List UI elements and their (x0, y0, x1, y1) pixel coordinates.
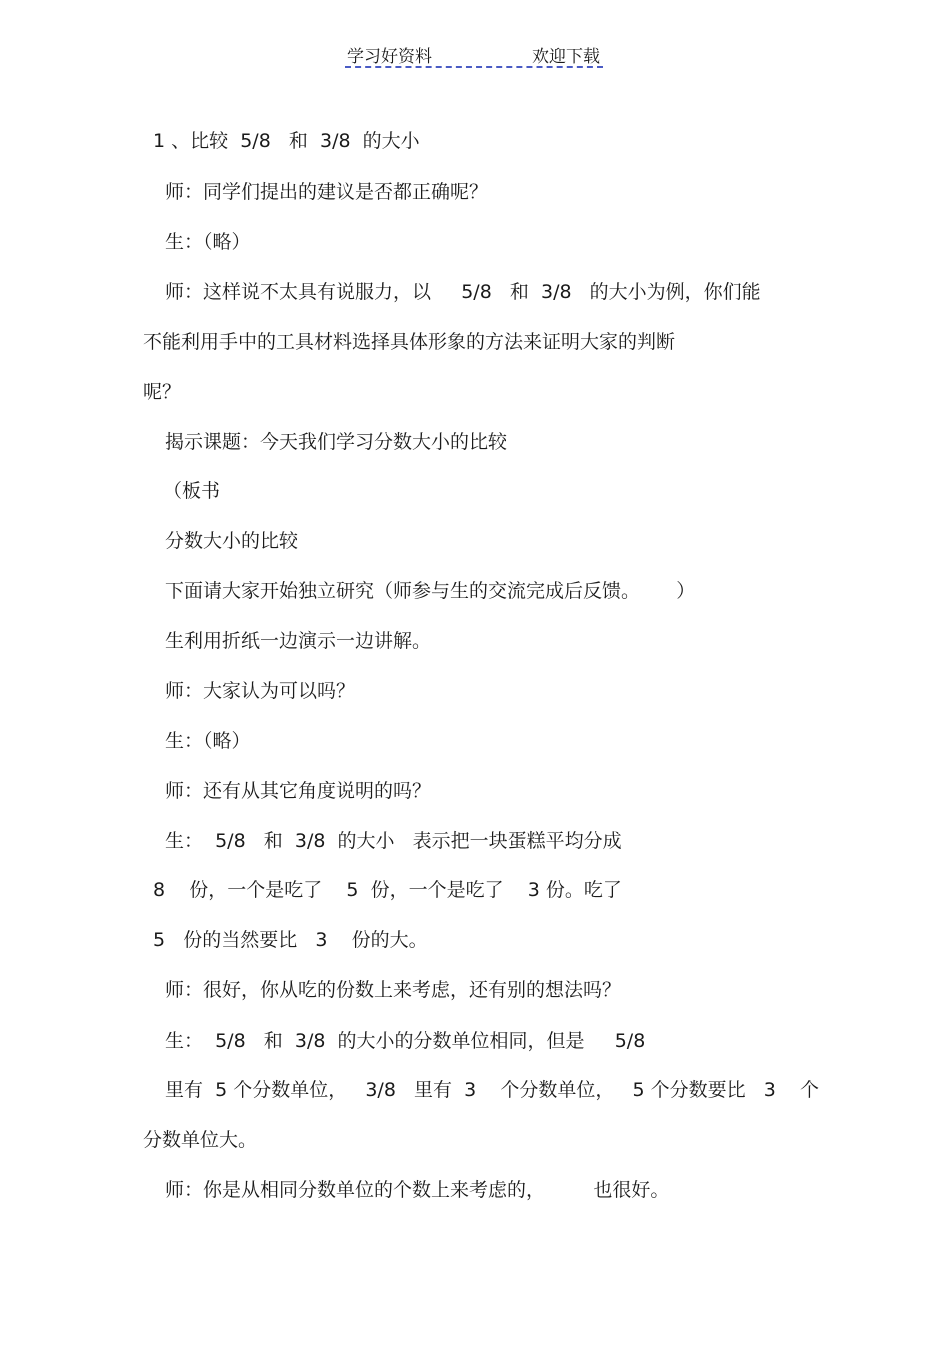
text-line: 师：你是从相同分数单位的个数上来考虑的， 也很好。 (165, 1179, 670, 1201)
text-line: 生： 5/8 和 3/8 的大小 表示把一块蛋糕平均分成 (165, 830, 622, 852)
text-line: （板书 (163, 480, 221, 502)
header-left-text: 学习好资料 (347, 47, 432, 67)
text-line: 5 份的当然要比 3 份的大。 (153, 929, 428, 951)
text-line: 师：很好，你从吃的份数上来考虑，还有别的想法吗？ (165, 979, 622, 1001)
text-line: 下面请大家开始独立研究（师参与生的交流完成后反馈。 ） (165, 580, 696, 602)
text-line: 8 份，一个是吃了 5 份，一个是吃了 3 份。吃了 (153, 879, 622, 901)
text-line: 师：大家认为可以吗？ (165, 680, 356, 702)
text-line: 分数大小的比较 (165, 530, 299, 552)
text-line: 揭示课题：今天我们学习分数大小的比较 (165, 431, 508, 453)
text-line: 生： 5/8 和 3/8 的大小的分数单位相同，但是 5/8 (165, 1030, 646, 1052)
text-line: 生：（略） (165, 730, 251, 752)
text-line: 不能利用手中的工具材料选择具体形象的方法来证明大家的判断 (143, 331, 676, 353)
text-line: 师：同学们提出的建议是否都正确呢？ (165, 181, 489, 203)
header-right-text: 欢迎下载 (532, 47, 600, 67)
text-line: 生利用折纸一边演示一边讲解。 (165, 630, 432, 652)
text-line: 师：这样说不太具有说服力，以 5/8 和 3/8 的大小为例，你们能 (165, 281, 761, 303)
text-line: 分数单位大。 (143, 1129, 258, 1151)
text-line: 呢？ (143, 381, 182, 403)
text-line: 1 、比较 5/8 和 3/8 的大小 (153, 130, 420, 152)
text-line: 里有 5 个分数单位， 3/8 里有 3 个分数单位， 5 个分数要比 3 个 (165, 1079, 819, 1101)
text-line: 师：还有从其它角度说明的吗？ (165, 780, 432, 802)
text-line: 生：（略） (165, 231, 251, 253)
